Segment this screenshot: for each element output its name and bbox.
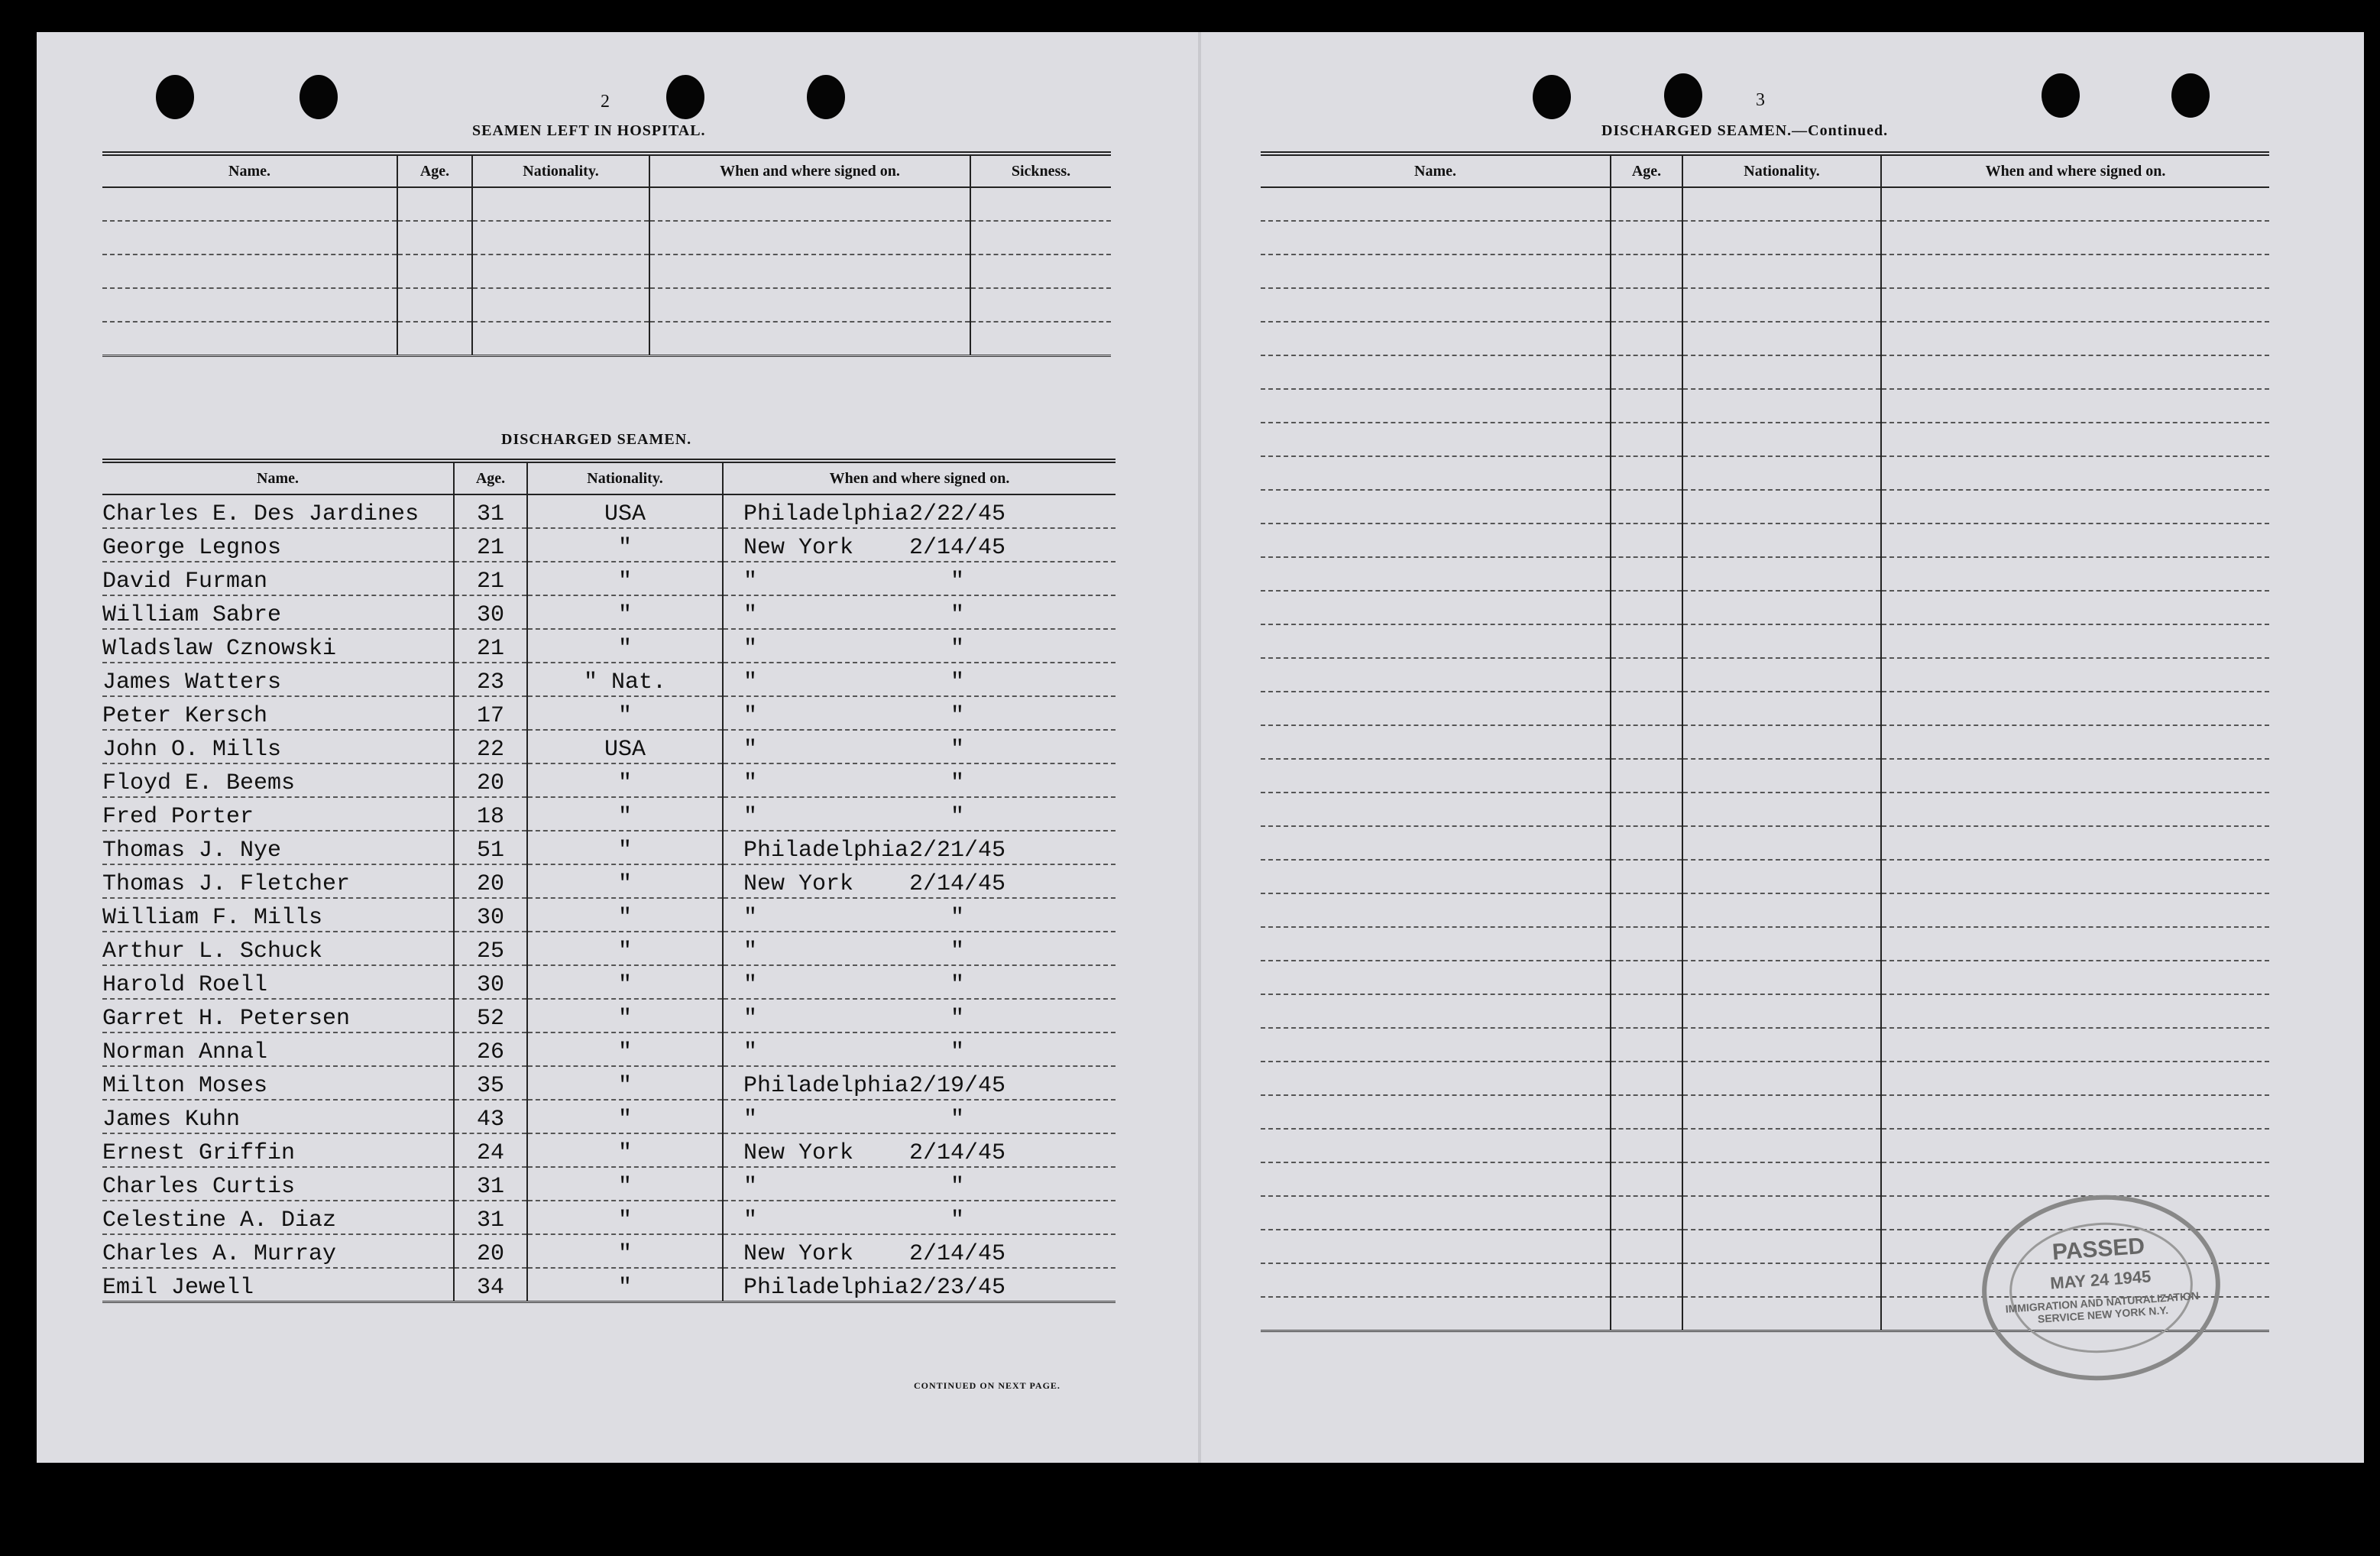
seaman-name: William F. Mills — [102, 898, 454, 932]
signed-on-cell — [723, 730, 1116, 763]
seaman-age: 25 — [454, 932, 527, 965]
seaman-nationality: " — [527, 1133, 723, 1167]
punch-hole — [1533, 75, 1571, 119]
seaman-age: 22 — [454, 730, 527, 763]
blank-row — [1261, 423, 2269, 456]
table-row — [102, 1167, 1116, 1201]
signed-on-cell — [723, 1201, 1116, 1234]
signed-on-cell — [723, 629, 1116, 663]
signed-on-place: " — [743, 804, 758, 830]
blank-row — [1261, 725, 2269, 759]
table-row — [102, 595, 1116, 629]
stamp-agency-text: IMMIGRATION AND NATURALIZATION SERVICE NEW YORK N.Y. — [2005, 1289, 2200, 1325]
table-row — [102, 696, 1116, 730]
seaman-nationality: " — [527, 797, 723, 831]
seaman-age: 52 — [454, 999, 527, 1032]
table-row — [102, 663, 1116, 696]
signed-on-place: New York — [743, 1140, 854, 1166]
seaman-nationality: " — [527, 763, 723, 797]
column-header-nationality: Nationality. — [472, 154, 649, 187]
table-row — [102, 1066, 1116, 1100]
table-row — [102, 1032, 1116, 1066]
seaman-age: 26 — [454, 1032, 527, 1066]
blank-row — [1261, 793, 2269, 826]
table-row — [102, 999, 1116, 1032]
signed-on-place: Philadelphia — [743, 1073, 909, 1099]
seaman-name: Charles E. Des Jardines — [102, 494, 454, 528]
seaman-nationality: " — [527, 1167, 723, 1201]
signed-on-cell — [723, 763, 1116, 797]
table-row — [102, 1133, 1116, 1167]
signed-on-place: New York — [743, 535, 854, 561]
seaman-age: 21 — [454, 562, 527, 595]
table-row — [102, 730, 1116, 763]
blank-row — [1261, 860, 2269, 893]
seaman-nationality: " — [527, 864, 723, 898]
stamp-passed-text: PASSED — [2051, 1233, 2146, 1266]
blank-row — [1261, 1062, 2269, 1095]
table-row — [102, 932, 1116, 965]
seaman-name: Charles Curtis — [102, 1167, 454, 1201]
signed-on-date: 2/14/45 — [908, 871, 1006, 897]
signed-on-date: " — [950, 1006, 964, 1032]
seaman-age: 17 — [454, 696, 527, 730]
blank-row — [102, 322, 1111, 356]
seaman-age: 20 — [454, 1234, 527, 1268]
punch-hole — [807, 75, 845, 119]
blank-row — [1261, 254, 2269, 288]
blank-row — [1261, 1129, 2269, 1162]
blank-row — [1261, 557, 2269, 591]
seaman-name: Ernest Griffin — [102, 1133, 454, 1167]
blank-row — [1261, 624, 2269, 658]
signed-on-place: " — [743, 1174, 758, 1200]
blank-row — [1261, 490, 2269, 524]
signed-on-place: New York — [743, 1241, 854, 1267]
seaman-name: Thomas J. Fletcher — [102, 864, 454, 898]
blank-row — [1261, 759, 2269, 793]
seaman-name: William Sabre — [102, 595, 454, 629]
signed-on-date: " — [950, 770, 964, 796]
signed-on-place: " — [743, 1006, 758, 1032]
page-number-left: 2 — [601, 92, 610, 112]
table-row — [102, 562, 1116, 595]
table-row — [102, 763, 1116, 797]
seaman-age: 43 — [454, 1100, 527, 1133]
signed-on-place: " — [743, 569, 758, 595]
signed-on-date: 2/21/45 — [908, 838, 1006, 864]
seaman-nationality: " — [527, 595, 723, 629]
blank-row — [1261, 389, 2269, 423]
seaman-nationality: " — [527, 932, 723, 965]
signed-on-date: 2/14/45 — [908, 535, 1006, 561]
punch-hole — [2171, 73, 2210, 118]
blank-row — [1261, 994, 2269, 1028]
seaman-age: 31 — [454, 1201, 527, 1234]
seaman-nationality: " — [527, 1100, 723, 1133]
seaman-nationality: " — [527, 629, 723, 663]
seaman-name: Floyd E. Beems — [102, 763, 454, 797]
column-header-signed-on: When and where signed on. — [1881, 154, 2269, 187]
signed-on-cell — [723, 898, 1116, 932]
signed-on-place: Philadelphia — [743, 501, 909, 527]
hospital-section-title: SEAMEN LEFT IN HOSPITAL. — [472, 122, 706, 139]
table-row — [102, 494, 1116, 528]
signed-on-date: " — [950, 602, 964, 628]
seaman-nationality: " Nat. — [527, 663, 723, 696]
signed-on-place: " — [743, 972, 758, 998]
seaman-name: Garret H. Petersen — [102, 999, 454, 1032]
seaman-nationality: " — [527, 898, 723, 932]
table-row — [102, 831, 1116, 864]
blank-row — [1261, 221, 2269, 254]
seaman-name: Harold Roell — [102, 965, 454, 999]
seaman-name: George Legnos — [102, 528, 454, 562]
seaman-name: Fred Porter — [102, 797, 454, 831]
hospital-table — [102, 151, 1111, 357]
signed-on-cell — [723, 932, 1116, 965]
blank-row — [1261, 591, 2269, 624]
signed-on-place: " — [743, 770, 758, 796]
signed-on-cell — [723, 1066, 1116, 1100]
blank-row — [1261, 288, 2269, 322]
seaman-age: 18 — [454, 797, 527, 831]
signed-on-place: " — [743, 703, 758, 729]
signed-on-date: " — [950, 972, 964, 998]
seaman-name: Emil Jewell — [102, 1268, 454, 1302]
signed-on-place: Philadelphia — [743, 838, 909, 864]
blank-row — [1261, 1095, 2269, 1129]
signed-on-cell — [723, 797, 1116, 831]
signed-on-cell — [723, 965, 1116, 999]
table-row — [102, 1234, 1116, 1268]
blank-row — [1261, 524, 2269, 557]
signed-on-cell — [723, 1268, 1116, 1302]
seaman-nationality: " — [527, 965, 723, 999]
seaman-name: John O. Mills — [102, 730, 454, 763]
column-header-signed-on: When and where signed on. — [649, 154, 970, 187]
signed-on-place: " — [743, 905, 758, 931]
signed-on-place: " — [743, 1039, 758, 1065]
seaman-age: 23 — [454, 663, 527, 696]
continued-section-title: DISCHARGED SEAMEN.—Continued. — [1601, 122, 1889, 139]
table-row — [102, 1268, 1116, 1302]
seaman-name: James Watters — [102, 663, 454, 696]
blank-row — [1261, 322, 2269, 355]
table-row — [102, 965, 1116, 999]
seaman-nationality: USA — [527, 494, 723, 528]
seaman-name: Milton Moses — [102, 1066, 454, 1100]
seaman-nationality: " — [527, 1268, 723, 1302]
seaman-name: Charles A. Murray — [102, 1234, 454, 1268]
column-header-age: Age. — [454, 461, 527, 494]
signed-on-cell — [723, 1167, 1116, 1201]
signed-on-place: New York — [743, 871, 854, 897]
blank-row — [1261, 355, 2269, 389]
seaman-age: 20 — [454, 763, 527, 797]
signed-on-date: " — [950, 905, 964, 931]
blank-row — [1261, 456, 2269, 490]
page-fold — [1198, 32, 1201, 1463]
signed-on-cell — [723, 1234, 1116, 1268]
signed-on-cell — [723, 663, 1116, 696]
column-header-age: Age. — [1611, 154, 1682, 187]
seaman-age: 31 — [454, 494, 527, 528]
signed-on-date: 2/14/45 — [908, 1140, 1006, 1166]
signed-on-date: " — [950, 1107, 964, 1133]
blank-row — [102, 187, 1111, 221]
table-row — [102, 1201, 1116, 1234]
discharged-table — [102, 459, 1116, 1303]
seaman-nationality: " — [527, 831, 723, 864]
signed-on-date: " — [950, 804, 964, 830]
signed-on-cell — [723, 1133, 1116, 1167]
signed-on-place: " — [743, 602, 758, 628]
signed-on-place: " — [743, 636, 758, 662]
seaman-age: 34 — [454, 1268, 527, 1302]
signed-on-date: 2/22/45 — [908, 501, 1006, 527]
signed-on-date: " — [950, 1174, 964, 1200]
table-row — [102, 898, 1116, 932]
seaman-name: Wladslaw Cznowski — [102, 629, 454, 663]
seaman-age: 30 — [454, 898, 527, 932]
column-header-age: Age. — [397, 154, 472, 187]
seaman-age: 24 — [454, 1133, 527, 1167]
punch-hole — [156, 75, 194, 119]
signed-on-place: " — [743, 938, 758, 964]
signed-on-date: " — [950, 938, 964, 964]
seaman-age: 20 — [454, 864, 527, 898]
seaman-nationality: " — [527, 696, 723, 730]
blank-row — [1261, 658, 2269, 692]
signed-on-date: " — [950, 569, 964, 595]
blank-row — [1261, 826, 2269, 860]
signed-on-date: 2/14/45 — [908, 1241, 1006, 1267]
column-header-nationality: Nationality. — [1682, 154, 1881, 187]
signed-on-cell — [723, 864, 1116, 898]
signed-on-date: " — [950, 703, 964, 729]
blank-row — [1261, 187, 2269, 221]
seaman-age: 21 — [454, 528, 527, 562]
blank-row — [102, 254, 1111, 288]
signed-on-cell — [723, 1032, 1116, 1066]
signed-on-date: 2/19/45 — [908, 1073, 1006, 1099]
signed-on-cell — [723, 528, 1116, 562]
column-header-name: Name. — [1261, 154, 1611, 187]
signed-on-date: " — [950, 737, 964, 763]
punch-hole — [1664, 73, 1702, 118]
blank-row — [1261, 692, 2269, 725]
signed-on-cell — [723, 696, 1116, 730]
column-header-name: Name. — [102, 461, 454, 494]
punch-hole — [666, 75, 704, 119]
punch-hole — [300, 75, 338, 119]
signed-on-date: " — [950, 1208, 964, 1233]
signed-on-cell — [723, 999, 1116, 1032]
seaman-age: 35 — [454, 1066, 527, 1100]
blank-row — [1261, 961, 2269, 994]
seaman-name: James Kuhn — [102, 1100, 454, 1133]
seaman-nationality: " — [527, 528, 723, 562]
seaman-age: 51 — [454, 831, 527, 864]
seaman-nationality: " — [527, 1032, 723, 1066]
table-row — [102, 1100, 1116, 1133]
signed-on-cell — [723, 595, 1116, 629]
column-header-name: Name. — [102, 154, 397, 187]
seaman-nationality: " — [527, 1234, 723, 1268]
blank-row — [102, 288, 1111, 322]
signed-on-cell — [723, 494, 1116, 528]
seaman-name: Thomas J. Nye — [102, 831, 454, 864]
seaman-nationality: " — [527, 1066, 723, 1100]
table-row — [102, 797, 1116, 831]
blank-row — [1261, 893, 2269, 927]
signed-on-cell — [723, 1100, 1116, 1133]
signed-on-cell — [723, 562, 1116, 595]
seaman-nationality: " — [527, 1201, 723, 1234]
column-header-nationality: Nationality. — [527, 461, 723, 494]
signed-on-place: " — [743, 1208, 758, 1233]
seaman-name: David Furman — [102, 562, 454, 595]
seaman-age: 31 — [454, 1167, 527, 1201]
seaman-nationality: USA — [527, 730, 723, 763]
seaman-name: Norman Annal — [102, 1032, 454, 1066]
signed-on-date: " — [950, 1039, 964, 1065]
column-header-sickness: Sickness. — [970, 154, 1111, 187]
seaman-name: Celestine A. Diaz — [102, 1201, 454, 1234]
table-row — [102, 528, 1116, 562]
seaman-nationality: " — [527, 562, 723, 595]
seaman-name: Peter Kersch — [102, 696, 454, 730]
signed-on-place: " — [743, 737, 758, 763]
blank-row — [1261, 1162, 2269, 1196]
punch-hole — [2042, 73, 2080, 118]
seaman-nationality: " — [527, 999, 723, 1032]
page-number-right: 3 — [1756, 90, 1765, 110]
column-header-signed-on: When and where signed on. — [723, 461, 1116, 494]
signed-on-date: 2/23/45 — [908, 1275, 1006, 1301]
blank-row — [1261, 927, 2269, 961]
blank-row — [1261, 1028, 2269, 1062]
signed-on-date: " — [950, 669, 964, 695]
seaman-name: Arthur L. Schuck — [102, 932, 454, 965]
blank-row — [102, 221, 1111, 254]
seaman-age: 21 — [454, 629, 527, 663]
seaman-age: 30 — [454, 965, 527, 999]
seaman-age: 30 — [454, 595, 527, 629]
table-row — [102, 629, 1116, 663]
signed-on-cell — [723, 831, 1116, 864]
continued-note: CONTINUED ON NEXT PAGE. — [914, 1380, 1060, 1391]
signed-on-place: " — [743, 1107, 758, 1133]
discharged-section-title: DISCHARGED SEAMEN. — [501, 431, 692, 448]
signed-on-place: Philadelphia — [743, 1275, 909, 1301]
discharged-continued-table — [1261, 151, 2269, 1332]
signed-on-place: " — [743, 669, 758, 695]
stamp-date-text: MAY 24 1945 — [2049, 1266, 2152, 1293]
table-row — [102, 864, 1116, 898]
signed-on-date: " — [950, 636, 964, 662]
